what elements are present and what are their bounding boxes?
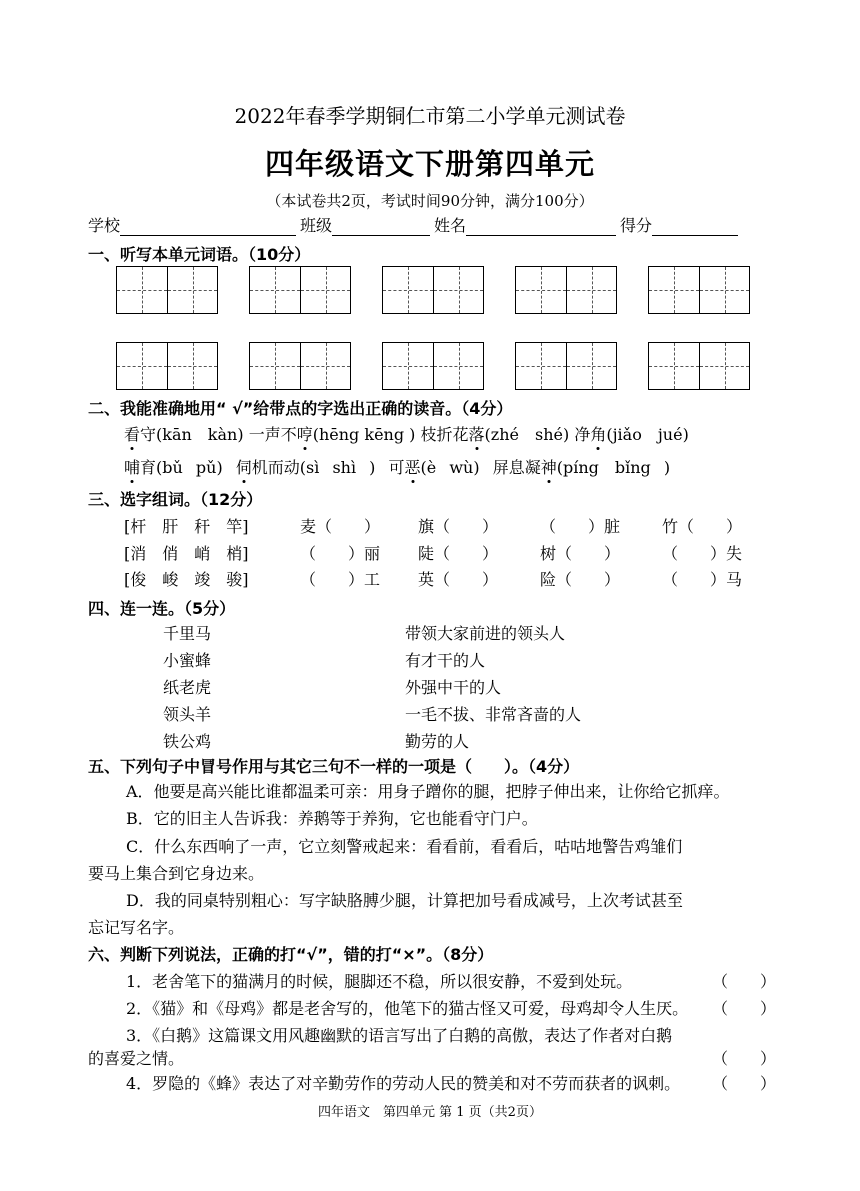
pinyin-item: 净角(jiǎo jué) bbox=[574, 425, 689, 444]
dictation-word-box[interactable] bbox=[648, 342, 750, 390]
option-c-cont: 要马上集合到它身边来。 bbox=[88, 864, 265, 883]
school-label: 学校 bbox=[88, 216, 121, 235]
section-3-heading: 三、选字组词。（12分） bbox=[88, 490, 263, 509]
score-label: 得分 bbox=[620, 216, 653, 235]
school-field[interactable] bbox=[120, 217, 296, 236]
char-options: [消 俏 峭 梢] bbox=[124, 544, 249, 563]
match-right-item[interactable]: 有才干的人 bbox=[405, 651, 486, 670]
name-field[interactable] bbox=[466, 217, 616, 236]
judge-paren-4[interactable]: （ ） bbox=[712, 1074, 777, 1093]
judge-item-3: 3．《白鹅》这篇课文用风趣幽默的语言写出了白鹅的高傲，表达了作者对白鹅 bbox=[126, 1026, 673, 1045]
match-left-item[interactable]: 小蜜蜂 bbox=[163, 651, 212, 670]
tianzige-cell[interactable] bbox=[250, 267, 300, 313]
exam-note: （本试卷共2页，考试时间90分钟，满分100分） bbox=[266, 192, 594, 210]
char-options: [俊 峻 竣 骏] bbox=[124, 570, 249, 589]
dictation-word-box[interactable] bbox=[249, 342, 351, 390]
word-blank[interactable]: 竹（ ） bbox=[662, 517, 743, 536]
word-blank[interactable]: （ ）丽 bbox=[300, 544, 381, 563]
tianzige-cell[interactable] bbox=[566, 267, 616, 313]
tianzige-cell[interactable] bbox=[167, 343, 217, 389]
judge-paren-2[interactable]: （ ） bbox=[712, 999, 777, 1018]
option-c: C．什么东西响了一声，它立刻警戒起来：看看前，看看后，咕咕地警告鸡雏们 bbox=[126, 837, 683, 856]
tianzige-cell[interactable] bbox=[566, 343, 616, 389]
tianzige-cell[interactable] bbox=[649, 343, 699, 389]
word-blank[interactable]: （ ）脏 bbox=[540, 517, 621, 536]
word-blank[interactable]: （ ）失 bbox=[662, 544, 743, 563]
pinyin-item: 可恶(è wù) bbox=[389, 458, 480, 477]
name-label: 姓名 bbox=[434, 216, 467, 235]
tianzige-cell[interactable] bbox=[383, 267, 433, 313]
dictation-word-box[interactable] bbox=[382, 342, 484, 390]
judge-paren-3[interactable]: （ ） bbox=[712, 1049, 777, 1068]
word-blank[interactable]: （ ）马 bbox=[662, 570, 743, 589]
dictation-word-box[interactable] bbox=[249, 266, 351, 314]
option-d: D．我的同桌特别粗心：写字缺胳膊少腿，计算把加号看成减号，上次考试甚至 bbox=[126, 891, 683, 910]
pinyin-item: 看守(kān kàn) bbox=[124, 425, 244, 444]
tianzige-cell[interactable] bbox=[117, 343, 167, 389]
paper-title: 四年级语文下册第四单元 bbox=[264, 147, 595, 181]
page-footer: 四年语文 第四单元 第 1 页（共2页） bbox=[318, 1105, 542, 1120]
judge-item-4: 4．罗隐的《蜂》表达了对辛勤劳作的劳动人民的赞美和对不劳而获者的讽刺。 bbox=[126, 1074, 681, 1093]
judge-item-3-cont: 的喜爱之情。 bbox=[88, 1049, 185, 1068]
tianzige-cell[interactable] bbox=[167, 267, 217, 313]
class-field[interactable] bbox=[332, 217, 430, 236]
tianzige-cell[interactable] bbox=[300, 343, 350, 389]
tianzige-cell[interactable] bbox=[433, 343, 483, 389]
tianzige-cell[interactable] bbox=[699, 267, 749, 313]
dictation-word-box[interactable] bbox=[116, 266, 218, 314]
section-6-heading: 六、判断下列说法，正确的打“√”，错的打“×”。（8分） bbox=[88, 945, 494, 964]
tianzige-cell[interactable] bbox=[117, 267, 167, 313]
section-1-heading: 一、听写本单元词语。（10分） bbox=[88, 245, 311, 264]
option-b: B．它的旧主人告诉我：养鹅等于养狗，它也能看守门户。 bbox=[126, 809, 538, 828]
tianzige-cell[interactable] bbox=[250, 343, 300, 389]
tianzige-cell[interactable] bbox=[516, 267, 566, 313]
section-4-heading: 四、连一连。（5分） bbox=[88, 599, 236, 618]
char-options: [杆 肝 秆 竿] bbox=[124, 517, 249, 536]
match-left-item[interactable]: 铁公鸡 bbox=[163, 732, 212, 751]
match-right-item[interactable]: 带领大家前进的领头人 bbox=[405, 624, 566, 643]
match-left-item[interactable]: 纸老虎 bbox=[163, 678, 212, 697]
option-d-cont: 忘记写名字。 bbox=[88, 918, 185, 937]
tianzige-cell[interactable] bbox=[300, 267, 350, 313]
match-right-item[interactable]: 勤劳的人 bbox=[405, 732, 470, 751]
pinyin-item: 一声不哼(hēng kēng ) bbox=[249, 425, 416, 444]
dictation-word-box[interactable] bbox=[382, 266, 484, 314]
tianzige-cell[interactable] bbox=[516, 343, 566, 389]
dictation-word-box[interactable] bbox=[648, 266, 750, 314]
tianzige-cell[interactable] bbox=[699, 343, 749, 389]
dictation-word-box[interactable] bbox=[515, 342, 617, 390]
word-blank[interactable]: 旗（ ） bbox=[418, 517, 499, 536]
word-blank[interactable]: 英（ ） bbox=[418, 570, 499, 589]
match-left-item[interactable]: 领头羊 bbox=[163, 705, 212, 724]
option-a: A．他要是高兴能比谁都温柔可亲：用身子蹭你的腿，把脖子伸出来，让你给它抓痒。 bbox=[126, 782, 730, 801]
judge-paren-1[interactable]: （ ） bbox=[712, 972, 777, 991]
judge-item-1: 1．老舍笔下的猫满月的时候，腿脚还不稳，所以很安静，不爱到处玩。 bbox=[126, 972, 633, 991]
score-field[interactable] bbox=[652, 217, 738, 236]
word-blank[interactable]: 险（ ） bbox=[540, 570, 621, 589]
dictation-word-box[interactable] bbox=[515, 266, 617, 314]
match-right-item[interactable]: 一毛不拔、非常吝啬的人 bbox=[405, 705, 582, 724]
pinyin-row-2 bbox=[124, 455, 670, 478]
pinyin-item: 枝折花落(zhé shé) bbox=[421, 425, 570, 444]
word-blank[interactable]: 陡（ ） bbox=[418, 544, 499, 563]
word-blank[interactable]: （ ）工 bbox=[300, 570, 381, 589]
pinyin-item: 哺育(bǔ pǔ) bbox=[124, 458, 223, 477]
word-blank[interactable]: 树（ ） bbox=[540, 544, 621, 563]
judge-item-2: 2．《猫》和《母鸡》都是老舍写的，他笔下的猫古怪又可爱，母鸡却令人生厌。 bbox=[126, 999, 689, 1018]
match-right-item[interactable]: 外强中干的人 bbox=[405, 678, 502, 697]
pinyin-item: 屏息凝神(píng bǐng ) bbox=[493, 458, 670, 477]
section-2-heading: 二、我能准确地用“ √”给带点的字选出正确的读音。（4分） bbox=[88, 399, 513, 418]
match-left-item[interactable]: 千里马 bbox=[163, 624, 212, 643]
school-title: 2022年春季学期铜仁市第二小学单元测试卷 bbox=[234, 104, 626, 128]
section-5-heading: 五、下列句子中冒号作用与其它三句不一样的一项是（ ）。（4分） bbox=[88, 757, 580, 776]
tianzige-cell[interactable] bbox=[649, 267, 699, 313]
tianzige-cell[interactable] bbox=[433, 267, 483, 313]
pinyin-row-1 bbox=[124, 422, 689, 445]
pinyin-item: 伺机而动(sì shì ) bbox=[236, 458, 376, 477]
tianzige-cell[interactable] bbox=[383, 343, 433, 389]
class-label: 班级 bbox=[300, 216, 333, 235]
word-blank[interactable]: 麦（ ） bbox=[300, 517, 381, 536]
student-info-line bbox=[88, 213, 772, 236]
dictation-word-box[interactable] bbox=[116, 342, 218, 390]
